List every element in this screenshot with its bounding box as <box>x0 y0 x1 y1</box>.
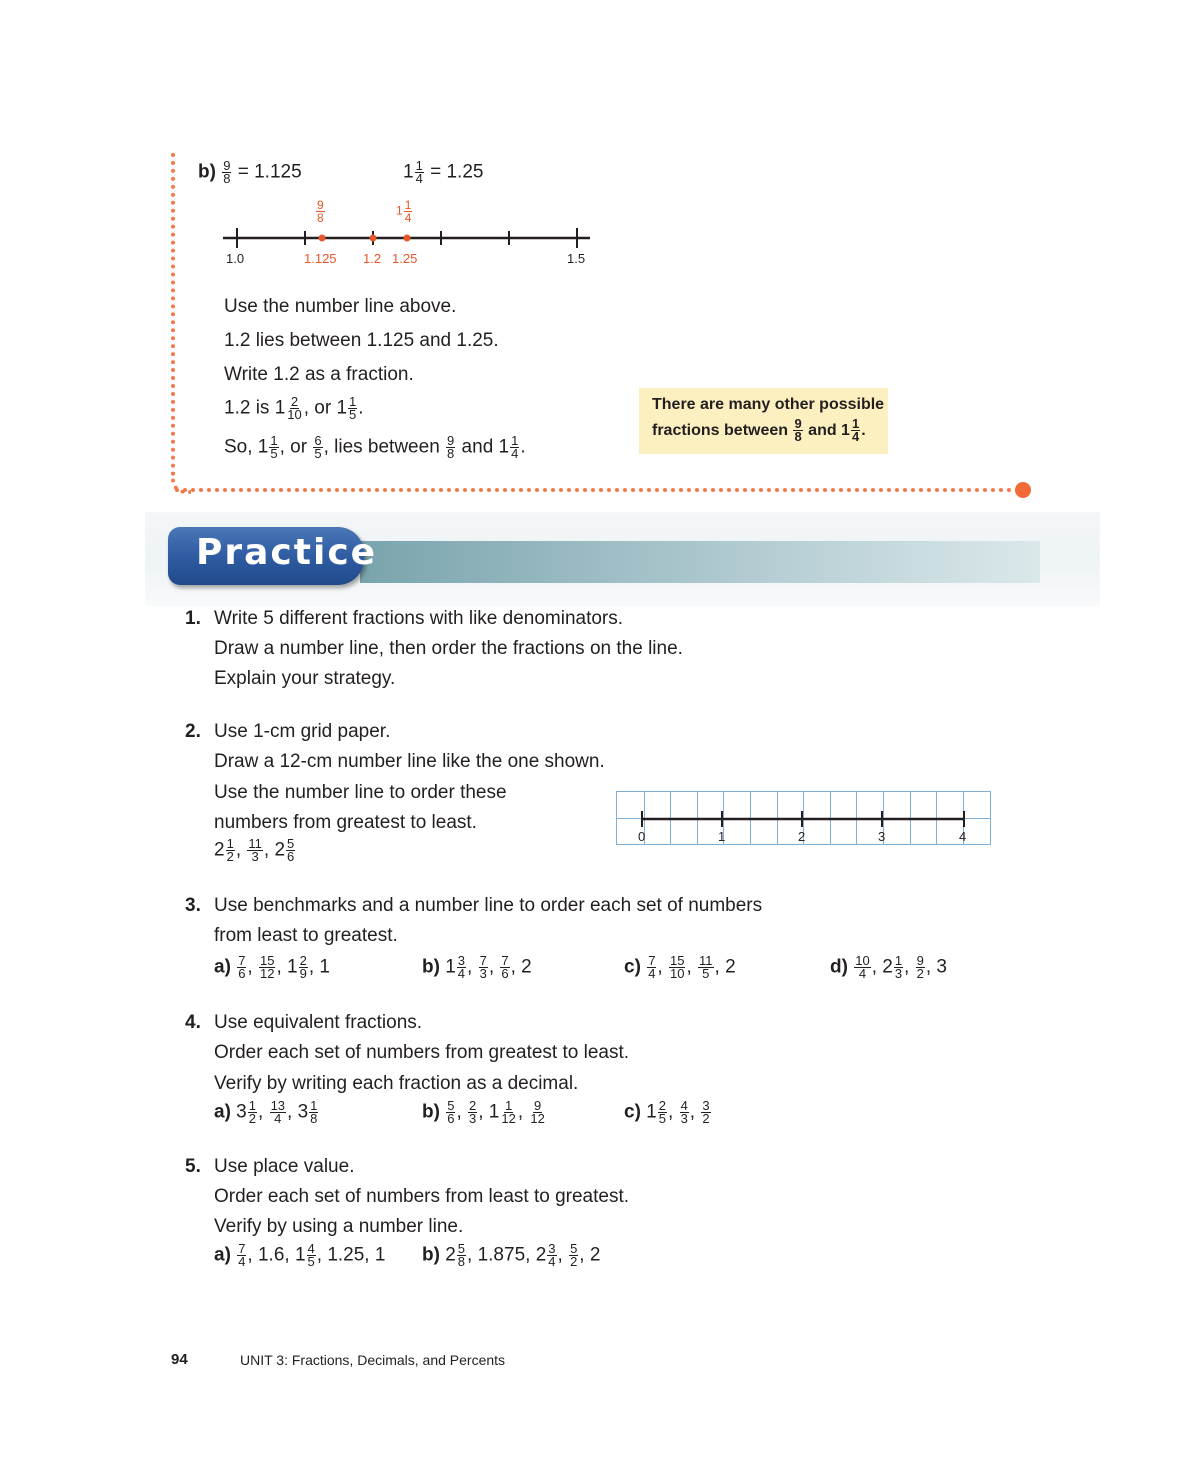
q5-line-3: Verify by using a number line. <box>214 1216 464 1237</box>
grid-label-2: 2 <box>798 829 806 844</box>
q5-line-1: Use place value. <box>214 1156 355 1177</box>
example-line-1: Use the number line above. <box>224 296 457 317</box>
example-line-4: 1.2 is 1 $\frac{2}{10}$ , or 1 $\frac{1}{5}$ . <box>224 394 364 422</box>
q4-part-c: c) 1 $\frac{2}{5}$ , $\frac{4}{3}$ , $\frac{3}{2}$ <box>624 1098 710 1126</box>
q3-line-1: Use benchmarks and a number line to order each set of numbers <box>214 895 763 916</box>
practice-banner-bar <box>360 541 1040 583</box>
example-frame-bottom-border <box>175 488 1020 492</box>
unit-title: UNIT 3: Fractions, Decimals, and Percents <box>240 1352 506 1368</box>
fraction-2-10: $\frac{2}{10}$ <box>287 394 302 422</box>
grid-label-0: 0 <box>638 829 646 844</box>
q2-line-2: Draw a 12-cm number line like the one shown. <box>214 751 605 772</box>
nl-label-1-125: 1.125 <box>304 251 337 266</box>
fraction-1-5: $\frac{1}{5}$ <box>349 394 357 422</box>
side-note-line-1: There are many other possible <box>652 396 885 413</box>
side-note <box>639 388 888 454</box>
example-b-header <box>198 160 302 185</box>
mixed-whole: 1 <box>403 161 414 183</box>
nl-label-1-0: 1.0 <box>226 251 245 266</box>
q5-number: 5. <box>185 1156 201 1177</box>
grid-label-1: 1 <box>718 829 726 844</box>
nl-label-1-5: 1.5 <box>567 251 586 266</box>
q1-number: 1. <box>185 608 201 629</box>
page-number: 94 <box>171 1351 188 1368</box>
q5-part-b: b) 2 $\frac{5}{8}$ , 1.875, 2 $\frac{3}{4}$ , $\frac{5}{2}$ , 2 <box>422 1241 601 1269</box>
q3-part-a: a) $\frac{7}{6}$ , $\frac{15}{12}$ , 1 $\frac{2}{9}$ , 1 <box>214 953 330 981</box>
marker-9-8-label: $\frac{9}{8}$ <box>317 198 324 225</box>
fraction-9-8: $\frac{9}{8}$ <box>223 158 231 186</box>
practice-title: Practice <box>196 532 378 573</box>
example-b-label: b) <box>198 161 216 183</box>
q2-line-3: Use the number line to order these <box>214 782 507 803</box>
q1-line-2: Draw a number line, then order the fractions on the line. <box>214 638 683 659</box>
example-line-3: Write 1.2 as a fraction. <box>224 364 414 385</box>
example-b-eq1: = 1.125 <box>237 161 302 183</box>
q1-line-3: Explain your strategy. <box>214 668 396 689</box>
q2-number: 2. <box>185 721 201 742</box>
q2-numbers: 2 $\frac{1}{2}$ , $\frac{11}{3}$ , 2 $\frac{5}{6}$ <box>214 836 295 864</box>
grid-label-4: 4 <box>959 829 967 844</box>
q4-number: 4. <box>185 1012 201 1033</box>
example-frame-left-border <box>171 153 175 476</box>
example-frame-end-dot <box>1015 482 1031 498</box>
q4-line-3: Verify by writing each fraction as a decimal. <box>214 1073 579 1094</box>
q1-line-1: Write 5 different fractions with like denominators. <box>214 608 624 629</box>
q4-line-1: Use equivalent fractions. <box>214 1012 423 1033</box>
q3-line-2: from least to greatest. <box>214 925 398 946</box>
grid-label-3: 3 <box>878 829 886 844</box>
nl-label-1-2: 1.2 <box>363 251 382 266</box>
example-b-header-2 <box>403 160 483 185</box>
example-line-2: 1.2 lies between 1.125 and 1.25. <box>224 330 499 351</box>
q4-line-2: Order each set of numbers from greatest to least. <box>214 1042 630 1063</box>
marker-1-1-4-label: 1 $\frac{1}{4}$ <box>396 198 412 225</box>
example-line-5: So, 1 $\frac{1}{5}$ , or $\frac{6}{5}$ , lies between $\frac{9}{8}$ and 1 $\frac{1}{4}$ . <box>224 433 526 461</box>
number-line-point <box>404 235 411 242</box>
q2-line-1: Use 1-cm grid paper. <box>214 721 391 742</box>
q3-part-d: d) $\frac{10}{4}$ , 2 $\frac{1}{3}$ , $\frac{9}{2}$ , 3 <box>830 953 947 981</box>
nl-label-1-25: 1.25 <box>392 251 418 266</box>
q4-part-a: a) 3 $\frac{1}{2}$ , $\frac{13}{4}$ , 3 $\frac{1}{8}$ <box>214 1098 318 1126</box>
fraction-1-4: $\frac{1}{4}$ <box>415 158 423 186</box>
q3-part-c: c) $\frac{7}{4}$ , $\frac{15}{10}$ , $\frac{11}{5}$ , 2 <box>624 953 736 981</box>
number-line-point <box>370 235 377 242</box>
q2-line-4: numbers from greatest to least. <box>214 812 477 833</box>
example-b-eq2: = 1.25 <box>430 161 484 183</box>
side-note-line-2: fractions between $\frac{9}{8}$ and 1 $\frac{1}{4}$ . <box>652 416 866 445</box>
q3-number: 3. <box>185 895 201 916</box>
q5-part-a: a) $\frac{7}{4}$ , 1.6, 1 $\frac{4}{5}$ , 1.25, 1 <box>214 1241 386 1269</box>
q3-part-b: b) 1 $\frac{3}{4}$ , $\frac{7}{3}$ , $\frac{7}{6}$ , 2 <box>422 953 532 981</box>
q5-line-2: Order each set of numbers from least to greatest. <box>214 1186 630 1207</box>
q4-part-b: b) $\frac{5}{6}$ , $\frac{2}{3}$ , 1 $\frac{1}{12}$ , $\frac{9}{12}$ <box>422 1098 545 1126</box>
number-line-point <box>319 235 326 242</box>
